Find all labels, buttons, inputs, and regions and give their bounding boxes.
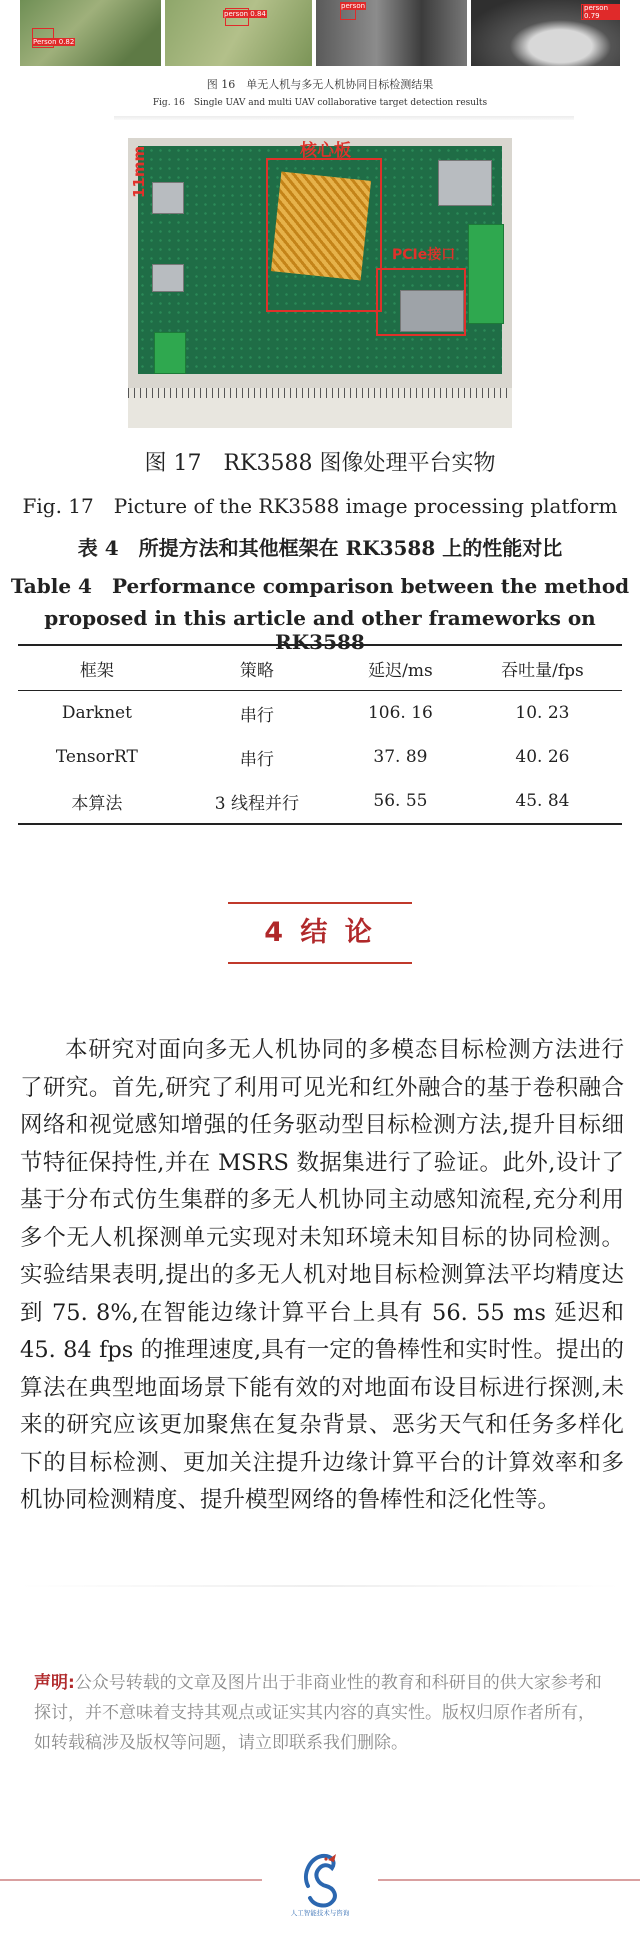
detection-label: person 0.79 <box>583 4 620 20</box>
disclaimer <box>34 1668 610 1758</box>
table-cell: 串行 <box>239 705 274 726</box>
core-board-label: 核心板 <box>300 141 351 161</box>
table-cell: 3 线程并行 <box>176 779 338 824</box>
column-header: 吞吐量/fps <box>463 645 622 691</box>
detection-label: Person 0.82 <box>33 38 75 46</box>
disclaimer-text: 公众号转载的文章及图片出于非商业性的教育和科研目的供大家参考和探讨，并不意味着支持其观点或证实其内容的真实性。版权归原作者所有，如转载稿涉及版权等问题，请立即联系我们删除。 <box>34 1673 602 1753</box>
pcie-frame <box>376 268 466 336</box>
fig16-caption-en: Fig. 16 Single UAV and multi UAV collaborative target detection results <box>152 98 488 108</box>
ethernet-port <box>438 160 492 206</box>
table-cell: 10. 23 <box>515 703 570 723</box>
table-cell: 56. 55 <box>338 779 463 824</box>
footer-line <box>378 1879 640 1881</box>
fig17-caption-cn: 图 17 RK3588 图像处理平台实物 <box>144 451 496 476</box>
table4-title-en-line1: Table 4 Performance comparison between the method <box>10 574 630 598</box>
table-row <box>18 691 622 736</box>
table-cell: Darknet <box>61 703 132 723</box>
fig17-caption-en: Fig. 17 Picture of the RK3588 image processing platform <box>22 494 618 518</box>
fig16-image-strip <box>20 0 620 66</box>
conclusion-paragraph: 本研究对面向多无人机协同的多模态目标检测方法进行了研究。首先,研究了利用可见光和红外融合的基于卷积融合网络和视觉感知增强的任务驱动型目标检测方法,提升目标细节特征保持性,并在 MSRS 数据集进行了验证。此外,设计了基于分布式仿生集群的多无人机协同主动感知流程,充分利用多个无人机探测单元实现对未知环境未知目标的协同检测。实验结果表明,提出的多无人机对地目标检测算法平均精度达到 75. 8%,在智能边缘计算平台上具有 56. 55 ms 延迟和 45. 84 fps 的推理速度,具有一定的鲁棒性和实时性。提出的算法在典型地面场景下能有效的对地面布设目标进行探测,未来的研究应该更加聚焦在复杂背景、恶劣天气和任务多样化下的目标检测、更加关注提升边缘计算平台的计算效率和多机协同检测精度、提升模型网络的鲁棒性和泛化性等。 <box>20 1037 624 1513</box>
table-cell: TensorRT <box>55 747 138 767</box>
ruler <box>128 388 512 428</box>
column-header: 延迟/ms <box>338 645 463 691</box>
fig16-caption-cn: 图 16 单无人机与多无人机协同目标检测结果 <box>206 78 434 91</box>
detection-image-4 <box>471 0 620 66</box>
pcie-label: PCIe接口 <box>392 247 456 263</box>
table4-title-en-line2: proposed in this article and other frameworks on RK3588 <box>44 606 596 654</box>
divider <box>20 1585 620 1587</box>
table4-title-cn: 表 4 所提方法和其他框架在 RK3588 上的性能对比 <box>77 536 563 560</box>
account-logo-icon <box>288 1846 352 1918</box>
detection-image-1 <box>20 0 161 66</box>
usb-port <box>152 264 184 292</box>
logo-text: 人工智能技术与咨询 <box>290 1909 350 1917</box>
terminal-block <box>468 224 504 324</box>
divider <box>114 116 574 120</box>
table-cell: 40. 26 <box>515 747 570 767</box>
footer-line <box>0 1879 262 1881</box>
performance-table <box>18 644 622 825</box>
detection-label: person <box>341 2 366 10</box>
detection-label: person 0.84 <box>224 10 266 18</box>
disclaimer-label: 声明: <box>34 1673 75 1693</box>
table-header-row <box>18 645 622 691</box>
table-cell: 106. 16 <box>367 703 433 723</box>
height-dimension-label: 11mm <box>130 145 148 198</box>
heatsink <box>271 172 371 281</box>
table-cell: 45. 84 <box>463 779 622 824</box>
column-header: 策略 <box>176 645 338 691</box>
table-row <box>18 779 622 824</box>
table-cell: 串行 <box>239 749 274 770</box>
terminal-block <box>154 332 186 374</box>
section-title: 4 结 论 <box>228 902 412 964</box>
table-row <box>18 735 622 779</box>
column-header: 框架 <box>18 645 176 691</box>
conclusion-body <box>20 1032 624 1520</box>
table-cell: 本算法 <box>18 779 176 824</box>
usb-port <box>152 182 184 214</box>
detection-image-2 <box>165 0 312 66</box>
table-cell: 37. 89 <box>373 747 428 767</box>
detection-image-3 <box>316 0 467 66</box>
rk3588-board-photo <box>128 138 512 428</box>
